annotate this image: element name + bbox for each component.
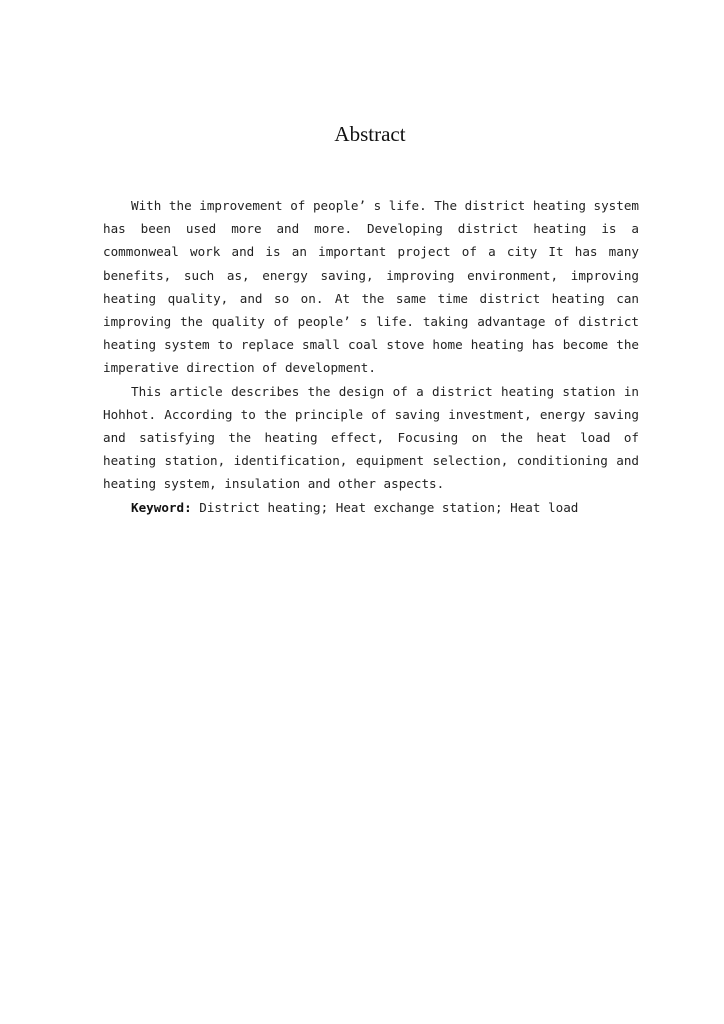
keyword-list: District heating; Heat exchange station; Heat load — [191, 499, 579, 515]
abstract-body — [103, 194, 639, 519]
keyword-line — [103, 496, 639, 519]
abstract-paragraph-1: With the improvement of people’ s life. The district heating system has been used more and more. Developing district heating is a commonweal work and is an important project of a city It has many benefits, such as, energy saving, improving environment, improving heating quality, and so on. At the same time district heating can improving the quality of people’ s life. taking advantage of district heating system to replace small coal stove home heating has become the imperative direction of development. — [103, 198, 639, 376]
keyword-label: Keyword: — [131, 499, 192, 515]
page-title: Abstract — [334, 122, 406, 146]
abstract-paragraph-2: This article describes the design of a district heating station in Hohhot. According to the principle of saving investment, energy saving and satisfying the heating effect, Focusing on the heat load of heating station, identification, equipment selection, conditioning and heating system, insulation and other aspects. — [103, 383, 639, 492]
